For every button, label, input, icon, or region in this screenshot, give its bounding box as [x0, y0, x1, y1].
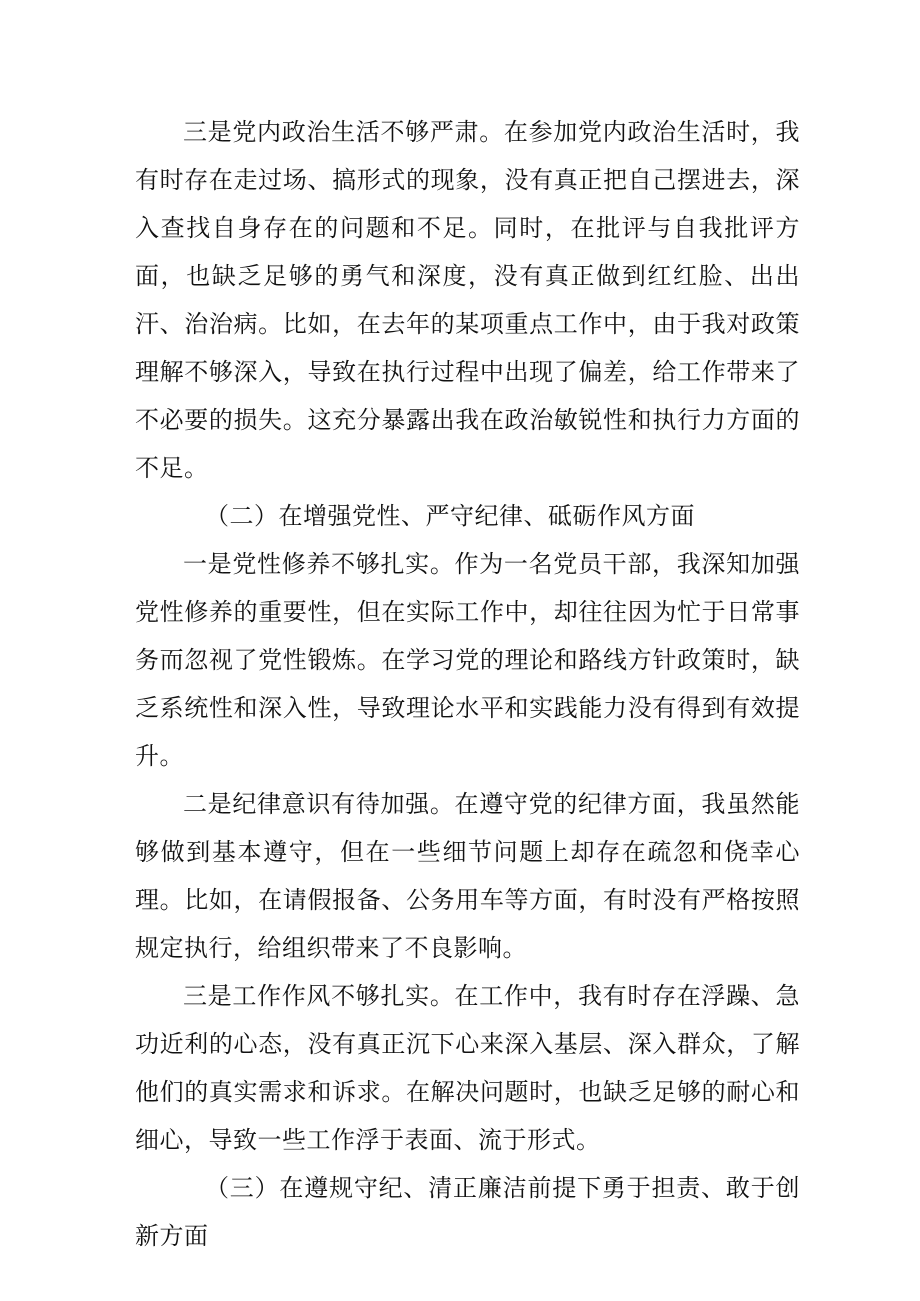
paragraph-party-political-life: 三是党内政治生活不够严肃。在参加党内政治生活时，我有时存在走过场、搞形式的现象，没有真正把自己摆进去，深入查找自身存在的问题和不足。同时，在批评与自我批评方面，也缺乏足够的勇气和深度，没有真正做到红红脸、出出汗、治治病。比如，在去年的某项重点工作中，由于我对政策理解不够深入，导致在执行过程中出现了偏差，给工作带来了不必要的损失。这充分暴露出我在政治敏锐性和执行力方面的不足。	[135, 118, 800, 482]
section-heading-party-spirit: （二）在增强党性、严守纪律、砥砺作风方面	[205, 502, 695, 530]
document-body	[135, 108, 800, 1260]
section-heading-responsibility-innovation: （三）在遵规守纪、清正廉洁前提下勇于担责、敢于创新方面	[135, 1174, 800, 1250]
paragraph-party-cultivation: 一是党性修养不够扎实。作为一名党员干部，我深知加强党性修养的重要性，但在实际工作中，却往往因为忙于日常事务而忽视了党性锻炼。在学习党的理论和路线方针政策时，缺乏系统性和深入性，导致理论水平和实践能力没有得到有效提升。	[135, 550, 800, 770]
paragraph-discipline-awareness: 二是纪律意识有待加强。在遵守党的纪律方面，我虽然能够做到基本遵守，但在一些细节问题上却存在疏忽和侥幸心理。比如，在请假报备、公务用车等方面，有时没有严格按照规定执行，给组织带来了不良影响。	[135, 790, 800, 962]
paragraph-work-style: 三是工作作风不够扎实。在工作中，我有时存在浮躁、急功近利的心态，没有真正沉下心来深入基层、深入群众，了解他们的真实需求和诉求。在解决问题时，也缺乏足够的耐心和细心，导致一些工作浮于表面、流于形式。	[135, 982, 800, 1154]
